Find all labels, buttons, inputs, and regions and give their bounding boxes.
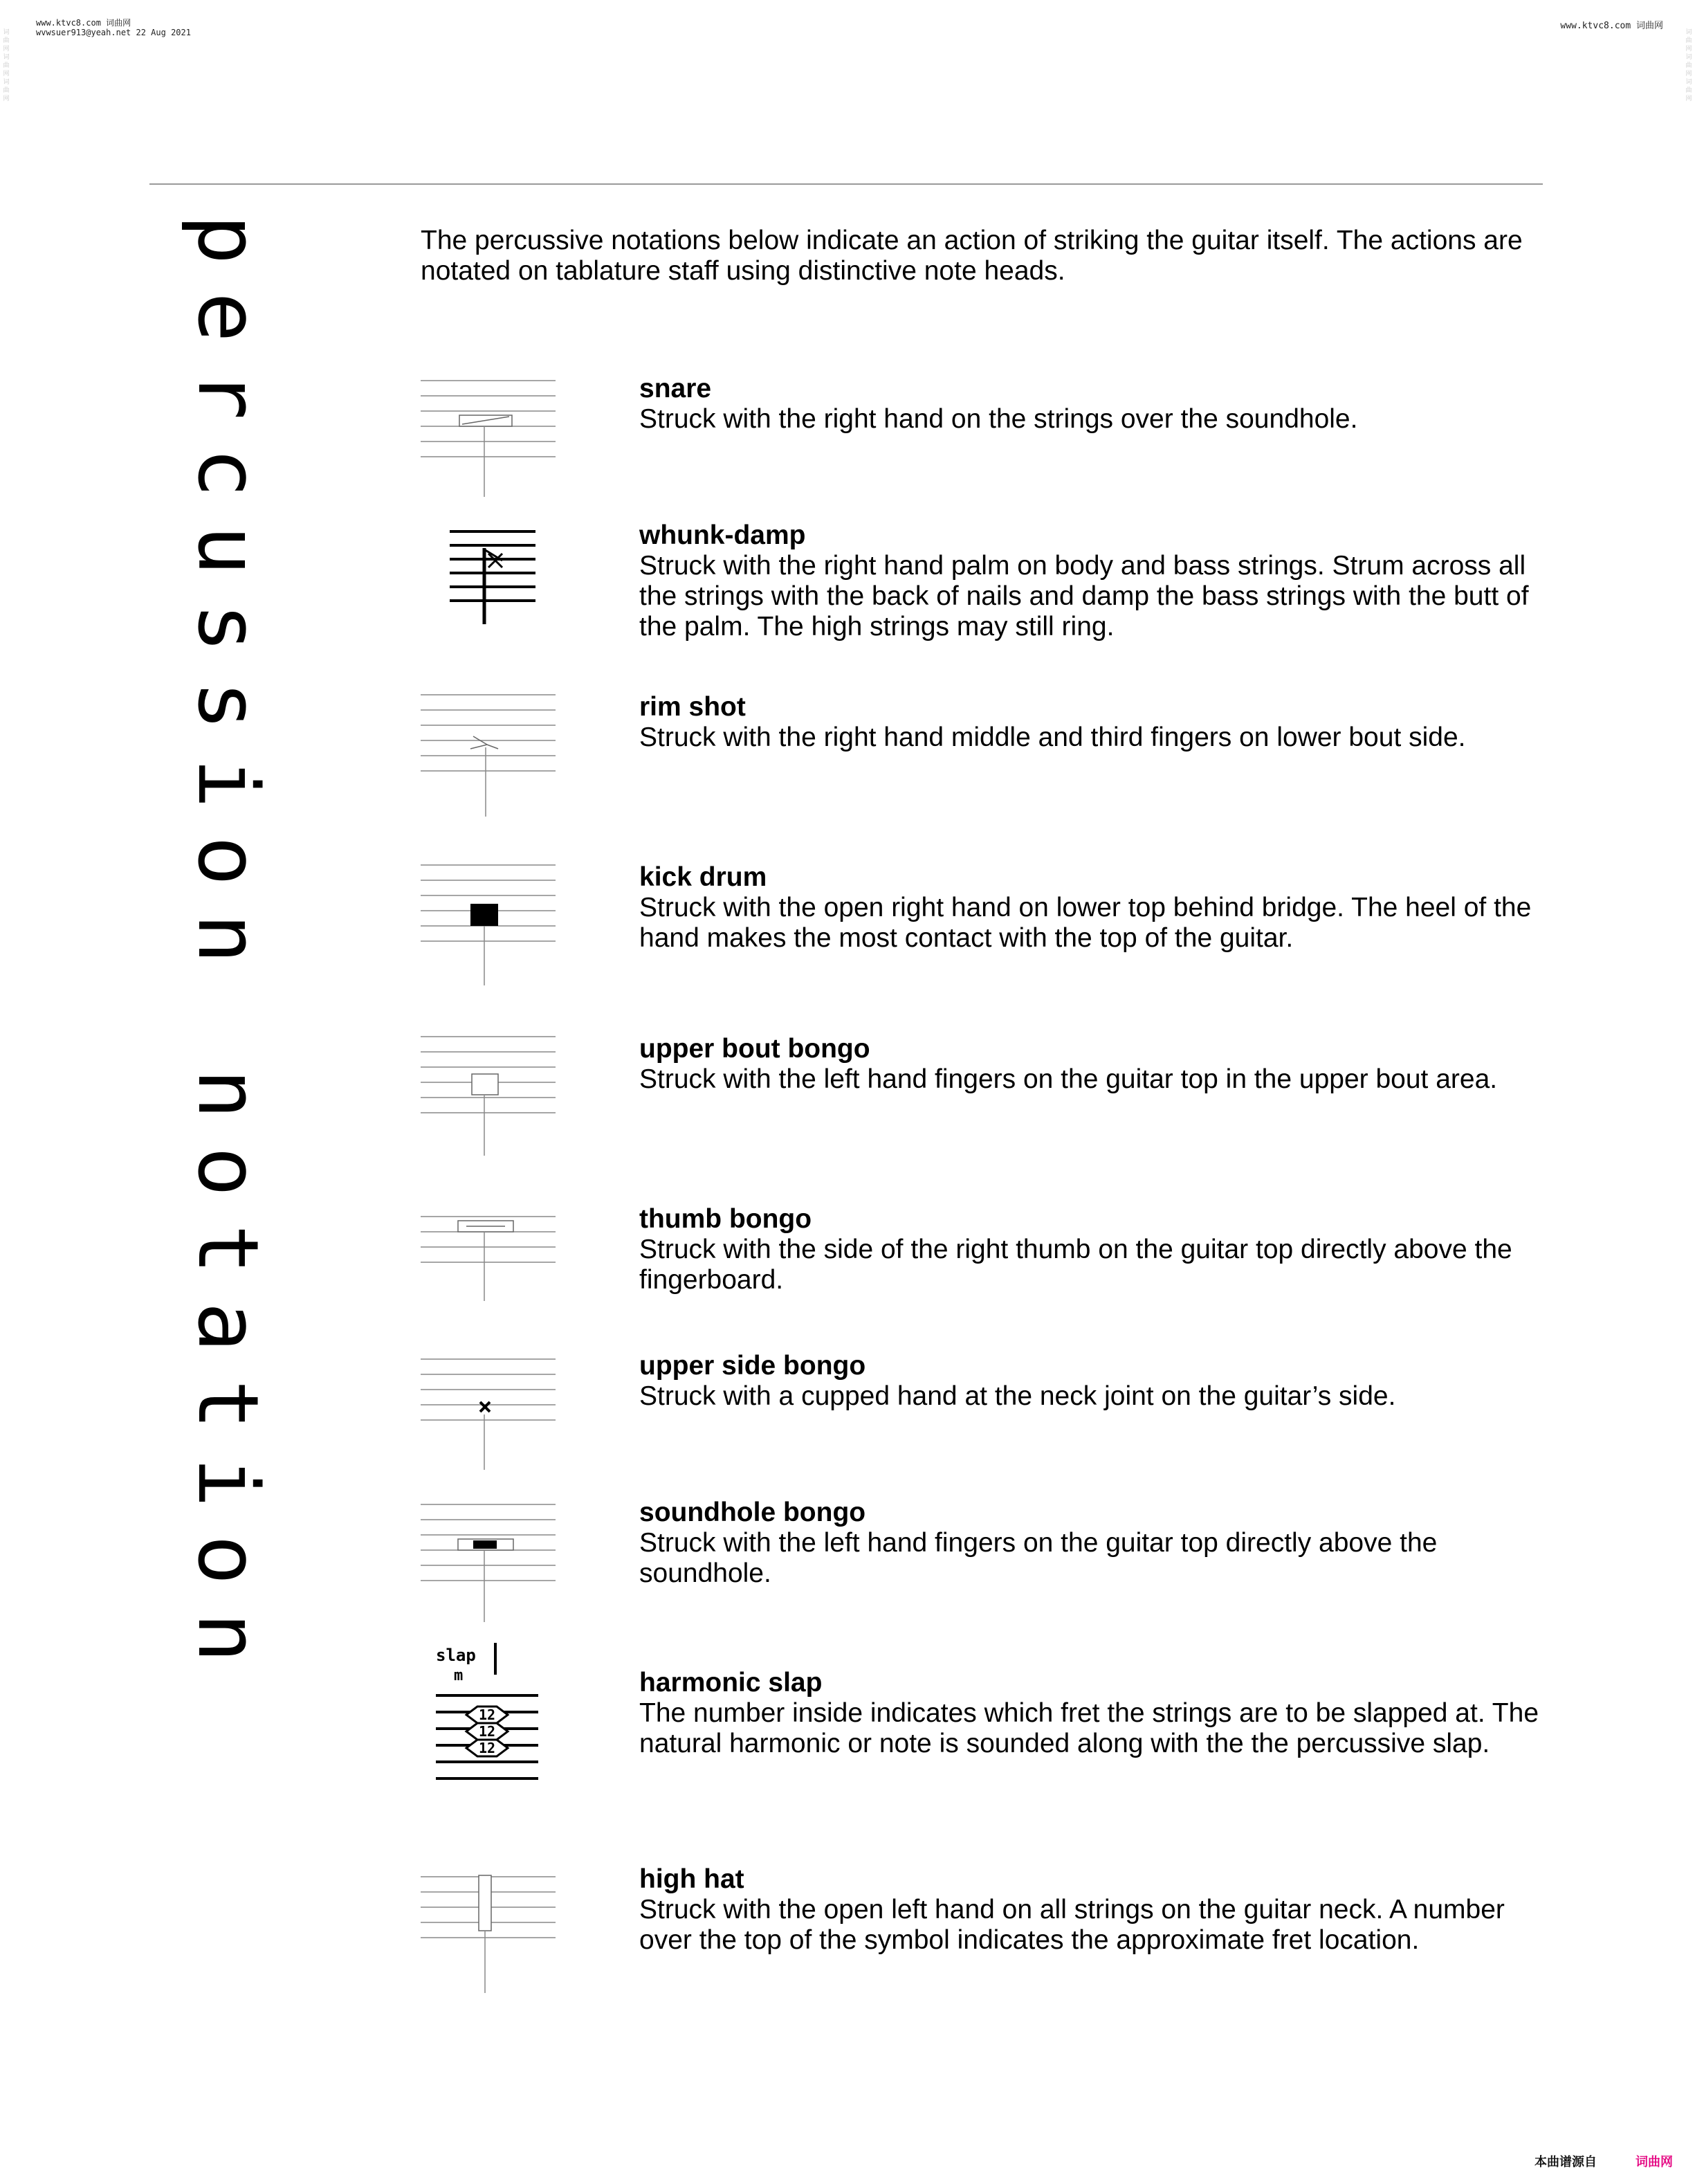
item-title: upper bout bongo [639, 1034, 870, 1064]
watermark-top-right: www.ktvc8.com 词曲网 [1560, 21, 1663, 31]
item-title: thumb bongo [639, 1204, 812, 1234]
item-title: harmonic slap [639, 1668, 823, 1698]
footer-brand-link[interactable]: 词曲网 [1636, 2155, 1673, 2169]
item-description: Struck with the open right hand on lower top behind bridge. The heel of the hand makes the most contact with the top of the guitar. [639, 893, 1532, 953]
item-description: Struck with the right hand middle and third fingers on lower bout side. [639, 722, 1466, 752]
watermark-url: www.ktvc8.com 词曲网 [36, 18, 131, 28]
item-title: snare [639, 374, 712, 403]
soundhole-bongo-symbol [421, 1498, 559, 1629]
snare-symbol [421, 374, 559, 505]
header-rule [149, 183, 1543, 185]
watermark-strip-left: 词曲网词曲网词曲网 [3, 28, 10, 102]
item-title: soundhole bongo [639, 1498, 866, 1527]
intro-paragraph: The percussive notations below indicate an action of striking the guitar itself. The actions are notated on tablature staff using distinctive note heads. [421, 226, 1523, 286]
watermark-email: wvwsuer913@yeah.net 22 Aug 2021 [36, 28, 191, 37]
item-description: Struck with the right hand on the strings over the soundhole. [639, 404, 1358, 434]
item-title: upper side bongo [639, 1351, 866, 1381]
fret-number: 12 [478, 1723, 496, 1740]
whunk-damp-symbol [421, 520, 559, 652]
watermark-top-left [36, 18, 191, 37]
slap-finger-label: m [454, 1667, 464, 1684]
item-title: whunk-damp [639, 520, 806, 550]
fret-number: 12 [478, 1740, 496, 1756]
fret-number: 12 [478, 1707, 496, 1723]
watermark-strip-right: 词曲网词曲网词曲网 [1685, 28, 1692, 102]
upper-side-bongo-symbol [421, 1351, 559, 1482]
item-description: Struck with the right hand palm on body and bass strings. Strum across all the strings with the back of nails and damp the bass strings with the butt of the palm. The high strings may still ring. [639, 551, 1529, 641]
item-title: rim shot [639, 692, 746, 722]
footer-source-label: 本曲谱源自 [1534, 2155, 1597, 2169]
page-title: percussion notation [179, 215, 275, 1691]
item-description: Struck with the left hand fingers on the guitar top directly above the soundhole. [639, 1528, 1438, 1588]
item-description: The number inside indicates which fret the strings are to be slapped at. The natural harmonic or note is sounded along with the the percussive slap. [639, 1698, 1539, 1758]
upper-bout-bongo-symbol [421, 1034, 559, 1165]
kick-drum-symbol [421, 862, 559, 994]
item-title: high hat [639, 1864, 744, 1894]
slap-label: slap [436, 1646, 476, 1665]
item-description: Struck with the left hand fingers on the guitar top in the upper bout area. [639, 1064, 1498, 1094]
thumb-bongo-symbol [421, 1204, 559, 1336]
item-description: Struck with the side of the right thumb on the guitar top directly above the fingerboard. [639, 1235, 1512, 1295]
high-hat-symbol [421, 1864, 559, 1996]
rim-shot-symbol [421, 692, 559, 823]
item-description: Struck with a cupped hand at the neck joint on the guitar’s side. [639, 1381, 1396, 1411]
harmonic-slap-symbol [421, 1640, 559, 1799]
item-description: Struck with the open left hand on all strings on the guitar neck. A number over the top of the symbol indicates the approximate fret location. [639, 1895, 1505, 1955]
item-title: kick drum [639, 862, 767, 892]
